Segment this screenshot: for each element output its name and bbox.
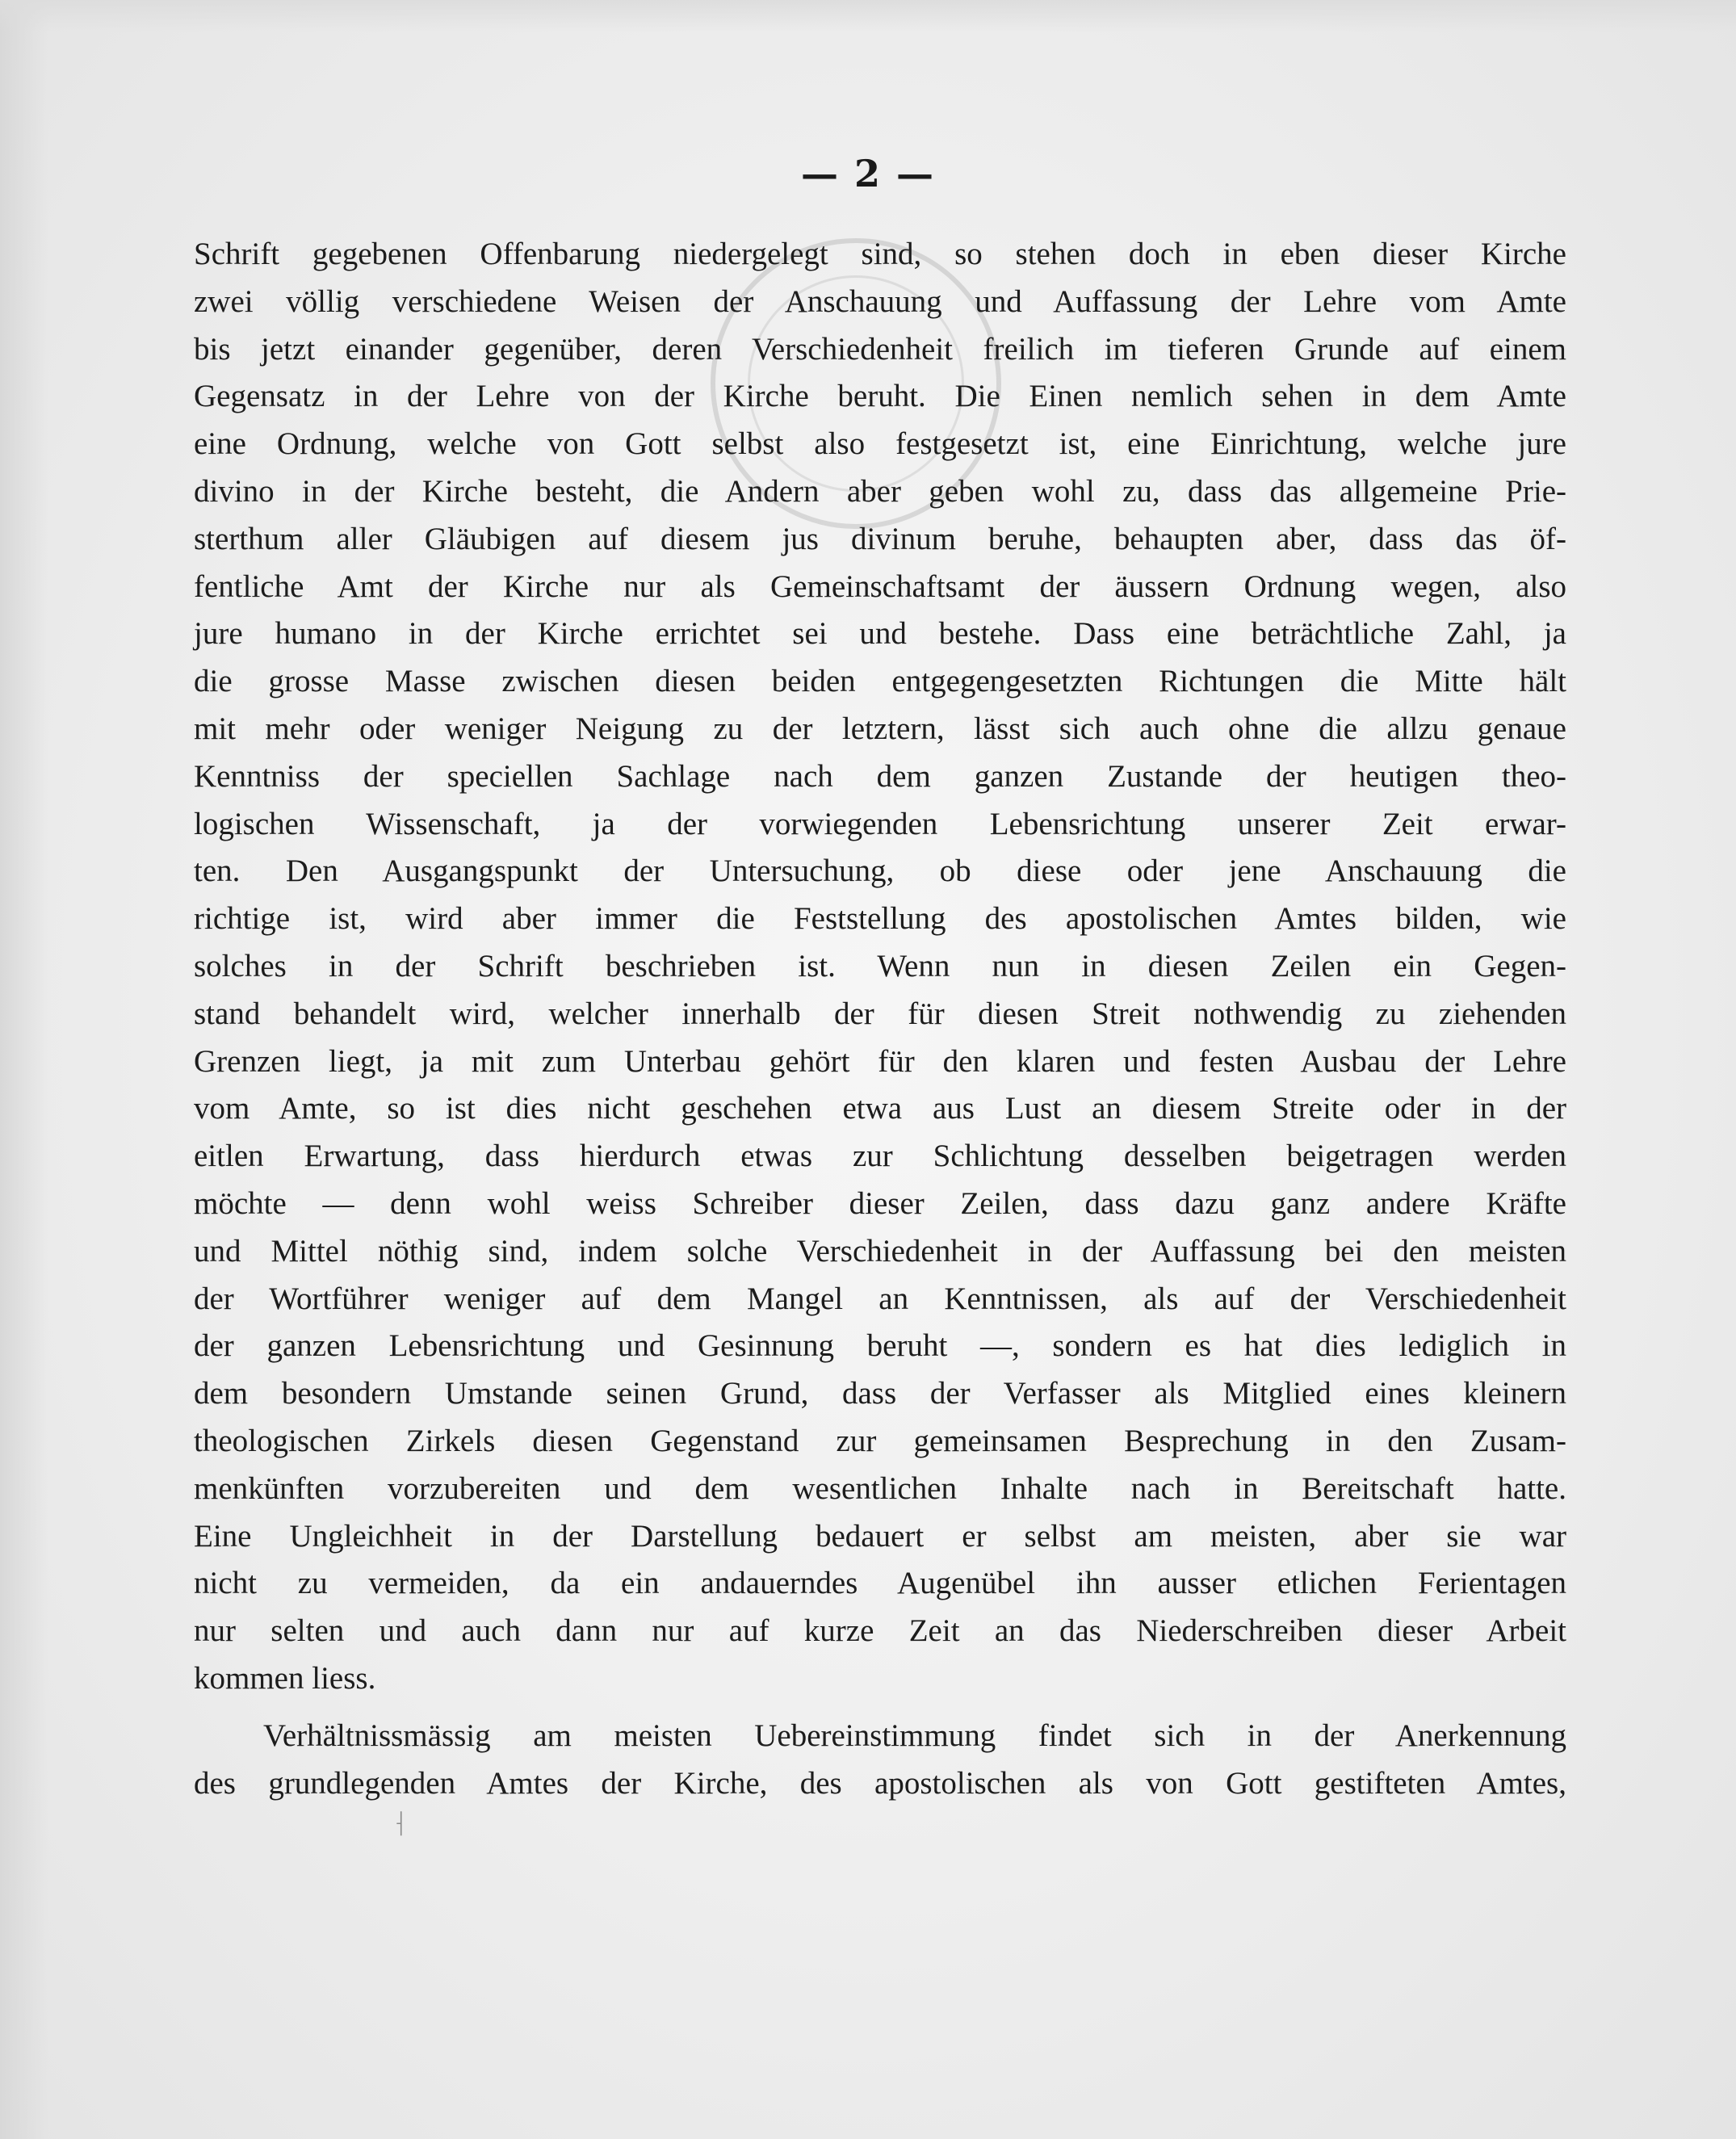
body-text [194,231,1566,1807]
text-line: möchte — denn wohl weiss Schreiber dieser Zeilen, dass dazu ganz andere Kräfte [194,1185,1566,1221]
text-line: vom Amte, so ist dies nicht geschehen etwa aus Lust an diesem Streite oder in der [194,1091,1566,1126]
text-line: der ganzen Lebensrichtung und Gesinnung beruht —, sondern es hat dies lediglich in [194,1328,1566,1364]
text-line: theologischen Zirkels diesen Gegenstand zur gemeinsamen Besprechung in den Zusam- [194,1423,1566,1458]
text-line: Verhältnissmässig am meisten Uebereinstimmung findet sich in der Anerkennung [263,1717,1566,1753]
text-line: logischen Wissenschaft, ja der vorwiegenden Lebensrichtung unserer Zeit erwar- [194,806,1566,841]
text-line: zwei völlig verschiedene Weisen der Anschauung und Auffassung der Lehre vom Amte [194,283,1566,319]
text-line: eine Ordnung, welche von Gott selbst also festgesetzt ist, eine Einrichtung, welche jure [194,426,1566,462]
stray-mark: ⸡ [392,1808,406,1836]
text-line: jure humano in der Kirche errichtet sei und bestehe. Dass eine beträchtliche Zahl, ja [194,616,1566,652]
text-line: kommen liess. [194,1660,376,1696]
text-line: solches in der Schrift beschrieben ist. Wenn nun in diesen Zeilen ein Gegen- [194,948,1566,984]
text-line: Schrift gegebenen Offenbarung niedergelegt sind, so stehen doch in eben dieser Kirche [194,237,1566,271]
text-line: stand behandelt wird, welcher innerhalb der für diesen Streit nothwendig zu ziehenden [194,996,1566,1031]
text-line: menkünften vorzubereiten und dem wesentlichen Inhalte nach in Bereitschaft hatte. [194,1470,1566,1506]
text-line: Eine Ungleichheit in der Darstellung bedauert er selbst am meisten, aber sie war [194,1518,1566,1554]
text-line: der Wortführer weniger auf dem Mangel an Kenntnissen, als auf der Verschiedenheit [194,1281,1566,1316]
text-line: dem besondern Umstande seinen Grund, dass der Verfasser als Mitglied eines kleinern [194,1376,1566,1411]
text-line: richtige ist, wird aber immer die Feststellung des apostolischen Amtes bilden, wie [194,901,1566,937]
text-line: eitlen Erwartung, dass hierdurch etwas zur Schlichtung desselben beigetragen werden [194,1139,1566,1174]
text-line: die grosse Masse zwischen diesen beiden entgegengesetzten Richtungen die Mitte hält [194,664,1566,699]
page-number: — 2 — [800,152,936,195]
text-line: fentliche Amt der Kirche nur als Gemeinschaftsamt der äussern Ordnung wegen, also [194,568,1566,604]
page-shadow-left [0,0,48,2139]
text-line: des grundlegenden Amtes der Kirche, des apostolischen als von Gott gestifteten Amtes, [194,1765,1566,1801]
text-line: divino in der Kirche besteht, die Andern aber geben wohl zu, dass das allgemeine Prie- [194,473,1566,509]
text-line: bis jetzt einander gegenüber, deren Verschiedenheit freilich im tieferen Grunde auf einem [194,331,1566,367]
text-line: sterthum aller Gläubigen auf diesem jus divinum beruhe, behaupten aber, dass das öf- [194,521,1566,556]
text-line: ten. Den Ausgangspunkt der Untersuchung, ob diese oder jene Anschauung die [194,854,1566,889]
page-shadow-top [0,0,1736,32]
text-line: Kenntniss der speciellen Sachlage nach dem ganzen Zustande der heutigen theo- [194,758,1566,794]
text-line: und Mittel nöthig sind, indem solche Verschiedenheit in der Auffassung bei den meisten [194,1233,1566,1269]
text-line: Grenzen liegt, ja mit zum Unterbau gehört für den klaren und festen Ausbau der Lehre [194,1043,1566,1079]
text-line: Gegensatz in der Lehre von der Kirche beruht. Die Einen nemlich sehen in dem Amte [194,379,1566,414]
text-line: nicht zu vermeiden, da ein andauerndes Augenübel ihn ausser etlichen Ferientagen [194,1566,1566,1601]
text-line: nur selten und auch dann nur auf kurze Zeit an das Niederschreiben dieser Arbeit [194,1613,1566,1649]
text-line: mit mehr oder weniger Neigung zu der letztern, lässt sich auch ohne die allzu genaue [194,711,1566,746]
